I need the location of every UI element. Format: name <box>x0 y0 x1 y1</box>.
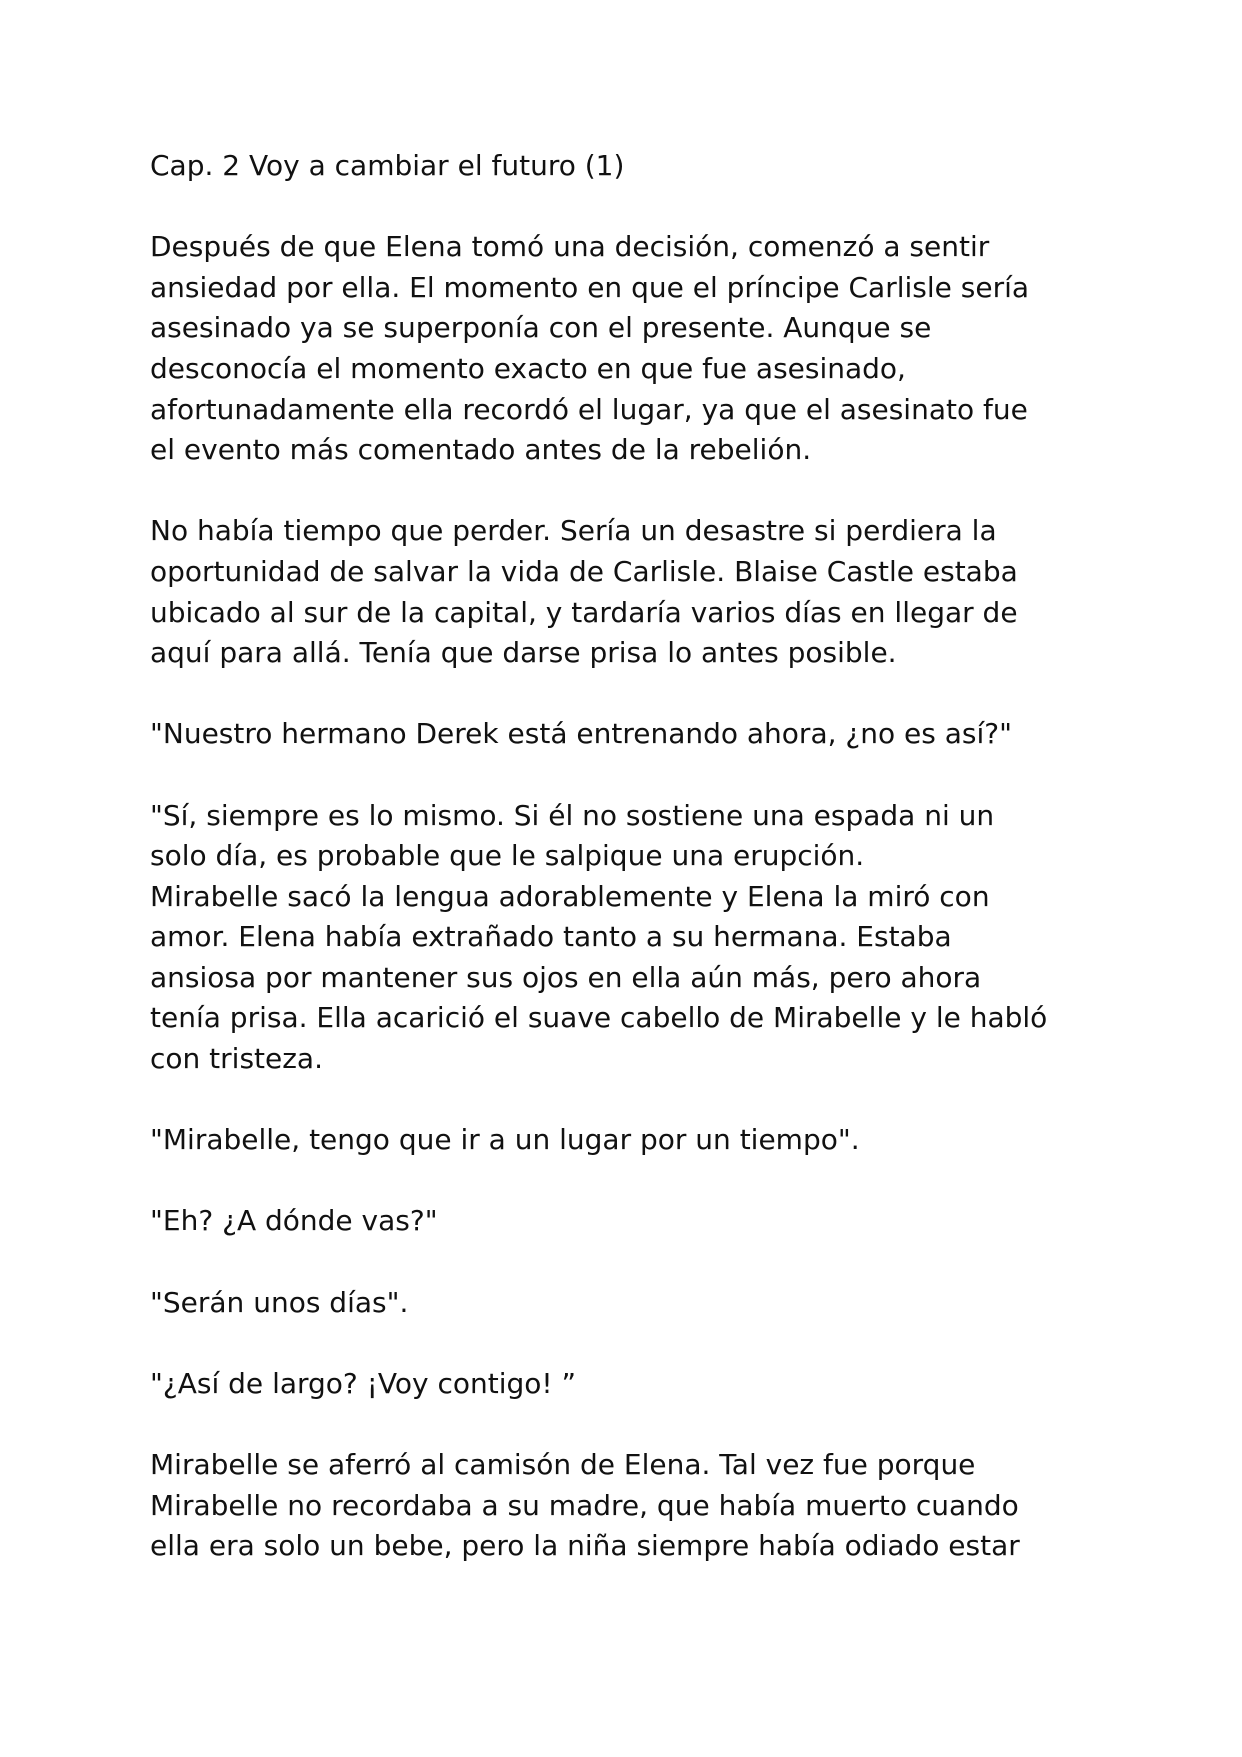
text-line: ansiosa por mantener sus ojos en ella aún más, pero ahora <box>150 960 982 994</box>
text-line: desconocía el momento exacto en que fue asesinado, <box>150 351 906 385</box>
paragraph-gap <box>150 1404 1110 1445</box>
text-line: solo día, es probable que le salpique una erupción. <box>150 839 865 873</box>
paragraph-6 <box>150 1201 1110 1242</box>
paragraph-gap <box>150 471 1110 512</box>
paragraph-gap <box>150 1242 1110 1283</box>
text-line: aquí para allá. Tenía que darse prisa lo antes posible. <box>150 636 897 670</box>
paragraph-5 <box>150 1120 1110 1161</box>
paragraph-1 <box>150 227 1110 471</box>
paragraph-4 <box>150 796 1110 1080</box>
document-page <box>150 146 1110 1567</box>
text-line: No había tiempo que perder. Sería un desastre si perdiera la <box>150 514 997 548</box>
paragraph-9 <box>150 1445 1110 1567</box>
text-line: "Sí, siempre es lo mismo. Si él no sostiene una espada ni un <box>150 798 995 832</box>
text-line: Mirabelle se aferró al camisón de Elena. Tal vez fue porque <box>150 1448 976 1481</box>
text-line: asesinado ya se superponía con el presente. Aunque se <box>150 311 932 345</box>
chapter-title: Cap. 2 Voy a cambiar el futuro (1) <box>150 149 625 182</box>
text-line: Después de que Elena tomó una decisión, comenzó a sentir <box>150 230 990 264</box>
text-line: ubicado al sur de la capital, y tardaría varios días en llegar de <box>150 595 1018 629</box>
text-line: "Mirabelle, tengo que ir a un lugar por un tiempo". <box>150 1123 860 1157</box>
text-line: Mirabelle no recordaba a su madre, que había muerto cuando <box>150 1488 1019 1522</box>
text-line: Mirabelle sacó la lengua adorablemente y Elena la miró con <box>150 879 990 913</box>
text-line: ansiedad por ella. El momento en que el príncipe Carlisle sería <box>150 270 1030 304</box>
paragraph-3 <box>150 714 1110 755</box>
paragraph-gap <box>150 1161 1110 1202</box>
paragraph-gap <box>150 187 1110 228</box>
text-line: el evento más comentado antes de la rebelión. <box>150 433 812 467</box>
text-line: tenía prisa. Ella acarició el suave cabello de Mirabelle y le habló <box>150 1001 1048 1035</box>
text-line: "Eh? ¿A dónde vas?" <box>150 1204 438 1238</box>
paragraph-gap <box>150 674 1110 715</box>
paragraph-2 <box>150 511 1110 673</box>
text-line: afortunadamente ella recordó el lugar, ya que el asesinato fue <box>150 392 1028 426</box>
text-line: "Nuestro hermano Derek está entrenando ahora, ¿no es así?" <box>150 717 1013 751</box>
text-line: amor. Elena había extrañado tanto a su hermana. Estaba <box>150 920 952 954</box>
text-line: oportunidad de salvar la vida de Carlisle. Blaise Castle estaba <box>150 554 1018 588</box>
text-line: con tristeza. <box>150 1042 323 1076</box>
paragraph-7 <box>150 1283 1110 1324</box>
paragraph-gap <box>150 1323 1110 1364</box>
paragraph-8 <box>150 1364 1110 1405</box>
paragraph-gap <box>150 1080 1110 1121</box>
text-line: ella era solo un bebe, pero la niña siempre había odiado estar <box>150 1529 1020 1563</box>
text-line: "Serán unos días". <box>150 1285 409 1319</box>
paragraph-gap <box>150 755 1110 796</box>
text-line: "¿Así de largo? ¡Voy contigo! ” <box>150 1366 577 1400</box>
